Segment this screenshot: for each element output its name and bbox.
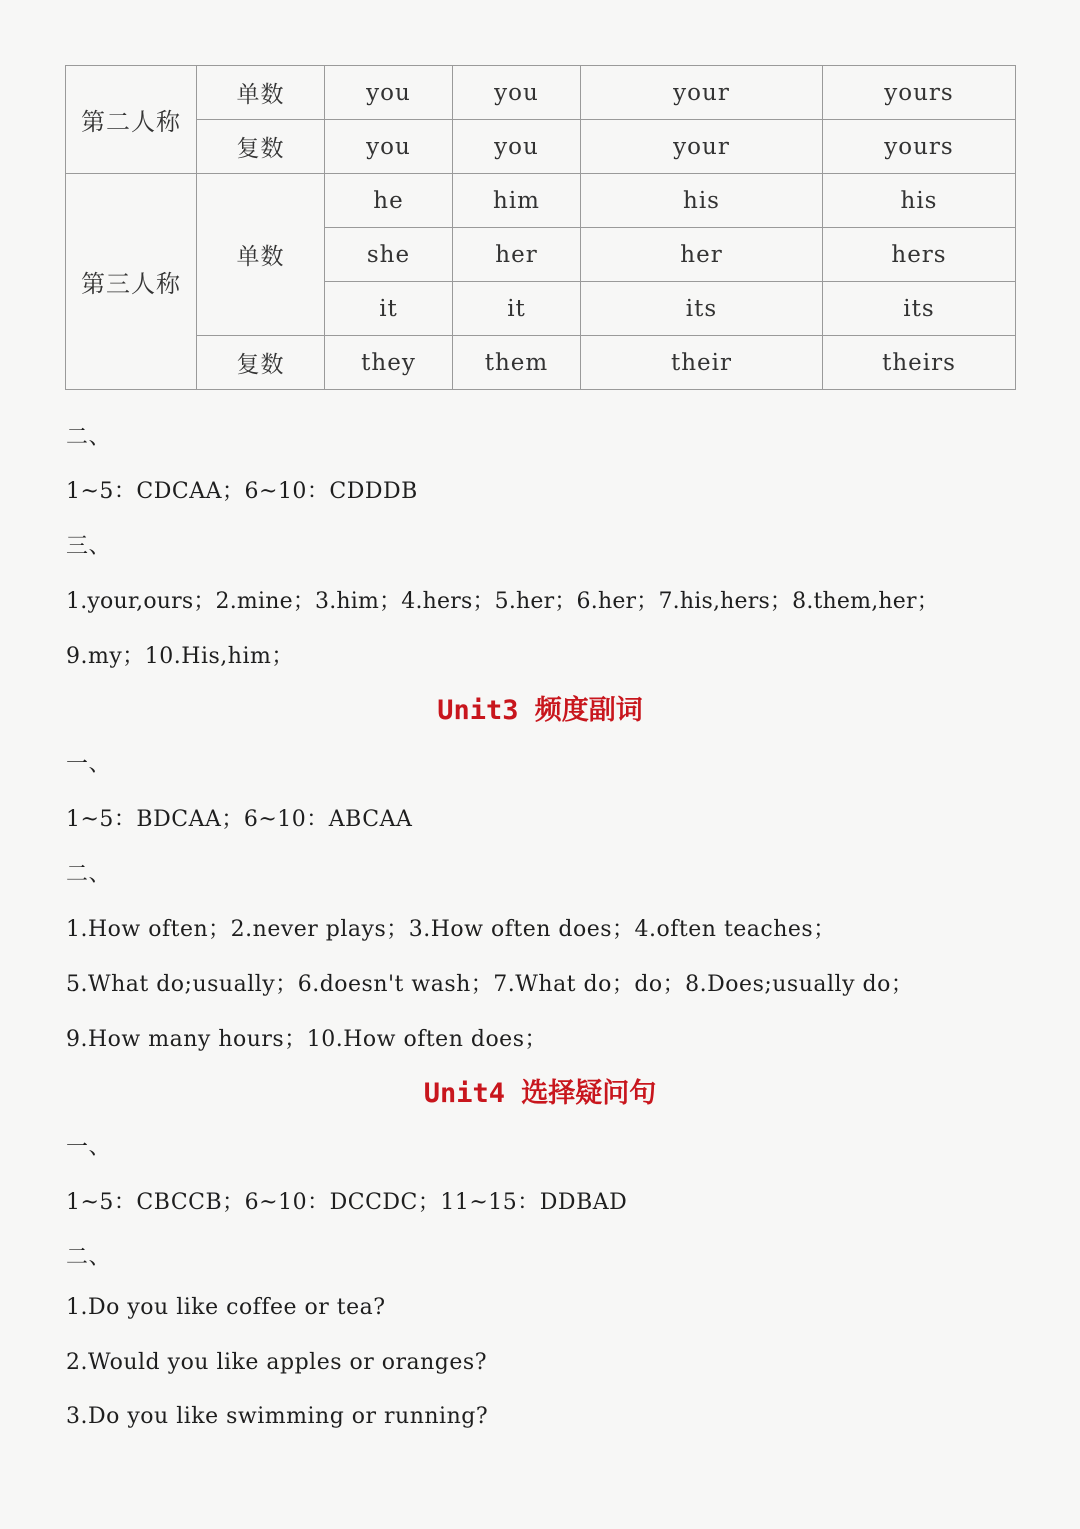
answer-line: 1~5：BDCAA；6~10：ABCAA xyxy=(66,807,413,832)
table-cell: yours xyxy=(823,66,1016,120)
table-cell: theirs xyxy=(823,336,1016,390)
table-cell: they xyxy=(325,336,453,390)
table-cell: your xyxy=(581,120,823,174)
answer-line: 1~5：CDCAA；6~10：CDDDB xyxy=(66,479,418,504)
answer-line: 1.How often；2.never plays；3.How often does；4.often teaches； xyxy=(66,917,836,942)
table-cell: them xyxy=(453,336,581,390)
answer-line: 9.How many hours；10.How often does； xyxy=(66,1027,547,1052)
table-row xyxy=(66,120,1016,174)
plural-label: 复数 xyxy=(197,336,325,390)
table-row xyxy=(66,336,1016,390)
answer-line: 1.your,ours；2.mine；3.him；4.hers；5.her；6.her；7.his,hers；8.them,her； xyxy=(66,589,939,614)
section-mark: 三、 xyxy=(66,534,112,559)
answer-line: 5.What do;usually；6.doesn't wash；7.What do；do；8.Does;usually do； xyxy=(66,972,914,997)
singular-label: 单数 xyxy=(197,174,325,336)
table-cell: their xyxy=(581,336,823,390)
table-cell: he xyxy=(325,174,453,228)
table-cell: your xyxy=(581,66,823,120)
table-cell: you xyxy=(453,120,581,174)
unit3-title: Unit3 频度副词 xyxy=(437,695,643,726)
table-cell: his xyxy=(581,174,823,228)
table-row xyxy=(66,66,1016,120)
section-mark: 二、 xyxy=(66,862,112,887)
third-person-label: 第三人称 xyxy=(66,174,197,390)
section-mark: 二、 xyxy=(66,1245,112,1270)
answer-line: 3.Do you like swimming or running? xyxy=(66,1404,489,1429)
pronoun-table xyxy=(65,65,1016,390)
table-cell: its xyxy=(581,282,823,336)
table-cell: its xyxy=(823,282,1016,336)
plural-label: 复数 xyxy=(197,120,325,174)
answer-line: 9.my；10.His,him； xyxy=(66,644,294,669)
unit4-title: Unit4 选择疑问句 xyxy=(423,1078,657,1109)
section-mark: 一、 xyxy=(66,1135,112,1160)
table-cell: you xyxy=(325,120,453,174)
table-cell: it xyxy=(325,282,453,336)
table-cell: she xyxy=(325,228,453,282)
table-row xyxy=(66,174,1016,228)
second-person-label: 第二人称 xyxy=(66,66,197,174)
table-cell: you xyxy=(325,66,453,120)
answer-line: 2.Would you like apples or oranges? xyxy=(66,1350,487,1375)
table-cell: his xyxy=(823,174,1016,228)
answer-line: 1.Do you like coffee or tea? xyxy=(66,1295,386,1320)
singular-label: 单数 xyxy=(197,66,325,120)
section-mark: 二、 xyxy=(66,425,112,450)
table-cell: you xyxy=(453,66,581,120)
table-cell: yours xyxy=(823,120,1016,174)
answer-line: 1~5：CBCCB；6~10：DCCDC；11~15：DDBAD xyxy=(66,1190,628,1215)
table-cell: hers xyxy=(823,228,1016,282)
table-cell: her xyxy=(581,228,823,282)
table-cell: it xyxy=(453,282,581,336)
section-mark: 一、 xyxy=(66,752,112,777)
table-cell: him xyxy=(453,174,581,228)
table-cell: her xyxy=(453,228,581,282)
